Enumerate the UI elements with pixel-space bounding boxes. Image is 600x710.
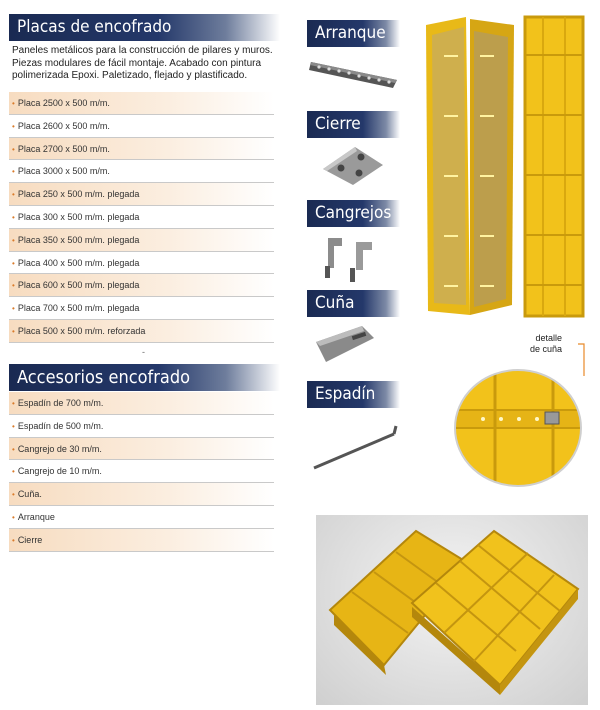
list-item[interactable]: • Placa 700 x 500 m/m. plegada — [9, 297, 274, 320]
espadin-image[interactable] — [310, 424, 400, 474]
wedge-detail-image[interactable] — [453, 368, 583, 488]
list-item[interactable]: • Placa 400 x 500 m/m. plegada — [9, 252, 274, 275]
cuna-image[interactable] — [312, 322, 380, 367]
bullet-icon: • — [12, 304, 15, 314]
list-item[interactable]: • Espadín de 700 m/m. — [9, 392, 274, 415]
list-item[interactable]: • Cuña. — [9, 483, 274, 506]
bullet-icon: • — [12, 99, 15, 108]
list-item[interactable]: • Cangrejo de 30 m/m. — [9, 438, 274, 461]
accesorios-list — [9, 392, 274, 552]
cangrejos-header: Cangrejos — [307, 200, 400, 227]
list-item[interactable]: • Cierre — [9, 529, 274, 552]
cierre-image[interactable] — [315, 143, 390, 188]
list-item[interactable]: • Placa 600 x 500 m/m. plegada — [9, 274, 274, 297]
bullet-icon: • — [12, 235, 15, 245]
separator: - — [142, 347, 145, 357]
formwork-panel-pair-image[interactable] — [424, 15, 516, 318]
list-item[interactable]: • Placa 2700 x 500 m/m. — [9, 138, 274, 161]
stacked-panels-photo[interactable] — [316, 515, 588, 705]
bullet-icon: • — [12, 190, 15, 200]
bullet-icon: • — [12, 399, 15, 408]
formwork-panel-back-image[interactable] — [523, 15, 585, 318]
bullet-icon: • — [12, 212, 15, 222]
list-item[interactable]: • Placa 300 x 500 m/m. plegada — [9, 206, 274, 229]
list-item[interactable]: • Cangrejo de 10 m/m. — [9, 460, 274, 483]
bullet-icon: • — [12, 535, 15, 545]
accesorios-header — [9, 364, 280, 391]
bullet-icon: • — [12, 467, 15, 477]
list-item[interactable]: • Placa 2600 x 500 m/m. — [9, 115, 274, 138]
bullet-icon: • — [12, 281, 15, 291]
placas-list — [9, 92, 274, 343]
bullet-icon: • — [12, 326, 15, 336]
list-item[interactable]: • Placa 500 x 500 m/m. reforzada — [9, 320, 274, 343]
espadin-header: Espadín — [307, 381, 400, 408]
stacked-panels-image — [316, 515, 588, 705]
list-item[interactable]: • Placa 350 x 500 m/m. plegada — [9, 229, 274, 252]
arranque-image[interactable] — [305, 50, 400, 100]
list-item[interactable]: • Placa 3000 x 500 m/m. — [9, 160, 274, 183]
list-item[interactable]: • Placa 250 x 500 m/m. plegada — [9, 183, 274, 206]
bullet-icon: • — [12, 258, 15, 268]
arranque-header: Arranque — [307, 20, 400, 47]
cuna-header: Cuña — [307, 290, 400, 317]
list-item[interactable]: • Placa 2500 x 500 m/m. — [9, 92, 274, 115]
bullet-icon: • — [12, 512, 15, 522]
cangrejos-image[interactable] — [310, 228, 390, 286]
cierre-header: Cierre — [307, 111, 400, 138]
bullet-icon: • — [12, 490, 15, 500]
accesorios-title: Accesorios encofrado — [17, 367, 191, 388]
detail-callout: detalle de cuña — [530, 333, 563, 354]
bullet-icon: • — [12, 121, 15, 131]
list-item[interactable]: • Arranque — [9, 506, 274, 529]
bullet-icon: • — [12, 144, 15, 154]
placas-title: Placas de encofrado — [17, 17, 172, 37]
bullet-icon: • — [12, 167, 15, 177]
placas-description: Paneles metálicos para la construcción de pilares y muros. Piezas modulares de fácil montaje. Acabado con pintura polimerizada Epoxi. Paletizado, flejado y plastificado. — [12, 45, 273, 81]
placas-header — [9, 14, 280, 41]
list-item[interactable]: • Espadín de 500 m/m. — [9, 415, 274, 438]
bullet-icon: • — [12, 444, 15, 454]
bullet-icon: • — [12, 421, 15, 431]
